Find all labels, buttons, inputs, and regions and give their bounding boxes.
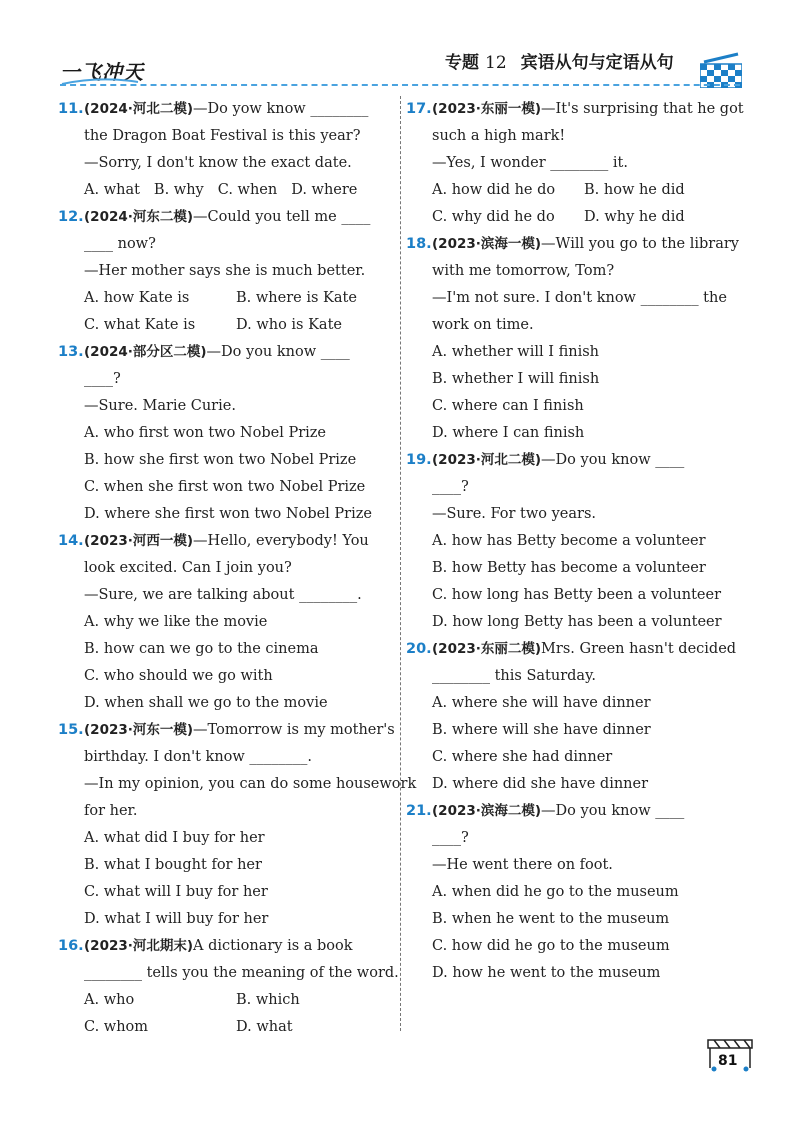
option-d[interactable]: D. where she first won two Nobel Prize: [84, 506, 372, 522]
question-source: (2024·河北二模): [84, 101, 194, 117]
question-source: (2023·东丽二模): [432, 641, 542, 657]
question-text: —Sure. Marie Curie.: [84, 398, 236, 414]
option-d[interactable]: D. where: [291, 182, 358, 198]
question-text: —Do you know ____: [541, 803, 685, 819]
question-number: 21.: [406, 803, 432, 819]
question-text: —Do you know ____: [541, 452, 685, 468]
options-row: [84, 987, 406, 1014]
question-source: (2023·河东一模): [84, 722, 194, 738]
question-number: 11.: [58, 101, 84, 117]
option-c[interactable]: C. why did he do: [432, 209, 555, 225]
options-row: [84, 1014, 406, 1041]
question-source: (2023·河西一模): [84, 533, 194, 549]
option-d[interactable]: D. when shall we go to the movie: [84, 695, 328, 711]
option-a[interactable]: A. when did he go to the museum: [432, 884, 679, 900]
question-text: ____?: [84, 371, 121, 387]
question-text: —Do you know ____: [206, 344, 350, 360]
option-b[interactable]: B. how she first won two Nobel Prize: [84, 452, 357, 468]
options-row: [84, 312, 406, 339]
question-number: 12.: [58, 209, 84, 225]
option-a[interactable]: A. what did I buy for her: [84, 830, 265, 846]
question-19: [406, 447, 754, 636]
option-b[interactable]: B. when he went to the museum: [432, 911, 670, 927]
question-text: A dictionary is a book: [193, 938, 353, 954]
question-number: 15.: [58, 722, 84, 738]
option-b[interactable]: B. why: [153, 182, 204, 198]
question-16: [58, 933, 406, 1041]
question-text: —He went there on foot.: [432, 857, 613, 873]
question-text: —It's surprising that he got: [541, 101, 744, 117]
question-18: [406, 231, 754, 447]
option-c[interactable]: C. whom: [84, 1019, 149, 1035]
question-text: ________ tells you the meaning of the word.: [84, 965, 399, 981]
option-b[interactable]: B. how can we go to the cinema: [84, 641, 319, 657]
option-d[interactable]: D. where I can finish: [432, 425, 585, 441]
topic-title: [445, 48, 674, 73]
question-number: 13.: [58, 344, 84, 360]
option-c[interactable]: C. where she had dinner: [432, 749, 613, 765]
options-row: [432, 177, 754, 204]
question-text: —Tomorrow is my mother's: [193, 722, 395, 738]
option-d[interactable]: D. what: [236, 1019, 293, 1035]
question-text: the Dragon Boat Festival is this year?: [84, 128, 361, 144]
question-text: for her.: [84, 803, 138, 819]
question-source: (2023·东丽一模): [432, 101, 542, 117]
question-text: —Yes, I wonder ________ it.: [432, 155, 628, 171]
question-20: [406, 636, 754, 798]
question-text: —Do yow know ________: [193, 101, 369, 117]
options-row: [84, 285, 406, 312]
question-13: [58, 339, 406, 528]
question-text: with me tomorrow, Tom?: [432, 263, 615, 279]
question-text: ____?: [432, 830, 469, 846]
question-text: ________ this Saturday.: [432, 668, 596, 684]
question-number: 17.: [406, 101, 432, 117]
page-header: [0, 0, 800, 92]
options-row: [84, 177, 406, 204]
question-text: —Will you go to the library: [541, 236, 739, 252]
question-source: (2024·河东二模): [84, 209, 194, 225]
question-text: look excited. Can I join you?: [84, 560, 292, 576]
option-a[interactable]: A. who first won two Nobel Prize: [84, 425, 326, 441]
header-divider: [60, 84, 740, 86]
question-number: 18.: [406, 236, 432, 252]
option-c[interactable]: C. what will I buy for her: [84, 884, 268, 900]
option-b[interactable]: B. whether I will finish: [432, 371, 600, 387]
question-17: [406, 96, 754, 231]
option-a[interactable]: A. how did he do: [432, 182, 556, 198]
option-c[interactable]: C. what Kate is: [84, 317, 196, 333]
options-row: [432, 204, 754, 231]
question-15: [58, 717, 417, 933]
option-b[interactable]: B. where is Kate: [236, 290, 357, 306]
question-text: —Sorry, I don't know the exact date.: [84, 155, 352, 171]
question-number: 20.: [406, 641, 432, 657]
option-c[interactable]: C. how long has Betty been a volunteer: [432, 587, 722, 603]
question-text: work on time.: [432, 317, 534, 333]
option-d[interactable]: D. how he went to the museum: [432, 965, 661, 981]
question-text: —Could you tell me ____: [193, 209, 371, 225]
option-a[interactable]: A. where she will have dinner: [432, 695, 651, 711]
option-a[interactable]: A. who: [84, 992, 135, 1008]
checker-flag-icon: [700, 52, 742, 88]
option-c[interactable]: C. where can I finish: [432, 398, 584, 414]
question-11: [58, 96, 406, 204]
option-b[interactable]: B. what I bought for her: [84, 857, 262, 873]
right-column: [406, 96, 754, 987]
option-d[interactable]: D. where did she have dinner: [432, 776, 649, 792]
question-21: [406, 798, 754, 987]
option-c[interactable]: C. who should we go with: [84, 668, 273, 684]
question-text: —Sure. For two years.: [432, 506, 597, 522]
topic-label: 专题: [445, 53, 479, 73]
option-a[interactable]: A. why we like the movie: [84, 614, 268, 630]
question-number: 19.: [406, 452, 432, 468]
option-c[interactable]: C. when: [217, 182, 278, 198]
question-text: such a high mark!: [432, 128, 566, 144]
option-d[interactable]: D. who is Kate: [236, 317, 342, 333]
question-number: 16.: [58, 938, 84, 954]
question-source: (2023·滨海二模): [432, 803, 542, 819]
question-text: —I'm not sure. I don't know ________ the: [432, 290, 727, 306]
question-text: Mrs. Green hasn't decided: [541, 641, 737, 657]
option-d[interactable]: D. how long Betty has been a volunteer: [432, 614, 722, 630]
option-c[interactable]: C. when she first won two Nobel Prize: [84, 479, 366, 495]
question-text: ____ now?: [84, 236, 156, 252]
option-a[interactable]: A. how has Betty become a volunteer: [432, 533, 706, 549]
brand-logo: 一飞冲天: [60, 60, 144, 84]
question-text: —In my opinion, you can do some housework: [84, 776, 417, 792]
question-14: [58, 528, 406, 717]
question-text: —Hello, everybody! You: [193, 533, 369, 549]
page-number: 81: [718, 1053, 738, 1069]
question-text: —Her mother says she is much better.: [84, 263, 366, 279]
topic-number: 12: [485, 53, 507, 73]
question-text: —Sure, we are talking about ________.: [84, 587, 362, 603]
question-source: (2023·河北二模): [432, 452, 542, 468]
question-source: (2023·滨海一模): [432, 236, 542, 252]
option-a[interactable]: A. how Kate is: [84, 290, 190, 306]
option-b[interactable]: B. which: [236, 992, 300, 1008]
question-text: ____?: [432, 479, 469, 495]
option-a[interactable]: A. whether will I finish: [432, 344, 600, 360]
option-a[interactable]: A. what: [84, 182, 140, 198]
question-number: 14.: [58, 533, 84, 549]
option-b[interactable]: B. where will she have dinner: [432, 722, 651, 738]
option-c[interactable]: C. how did he go to the museum: [432, 938, 670, 954]
question-source: (2023·河北期末): [84, 938, 194, 954]
question-12: [58, 204, 406, 339]
option-b[interactable]: B. how Betty has become a volunteer: [432, 560, 706, 576]
option-b[interactable]: B. how he did: [584, 182, 685, 198]
option-d[interactable]: D. what I will buy for her: [84, 911, 269, 927]
option-d[interactable]: D. why he did: [584, 209, 685, 225]
question-text: birthday. I don't know ________.: [84, 749, 313, 765]
left-column: [58, 96, 417, 1041]
topic-text: 宾语从句与定语从句: [520, 53, 674, 73]
question-source: (2024·部分区二模): [84, 344, 207, 360]
